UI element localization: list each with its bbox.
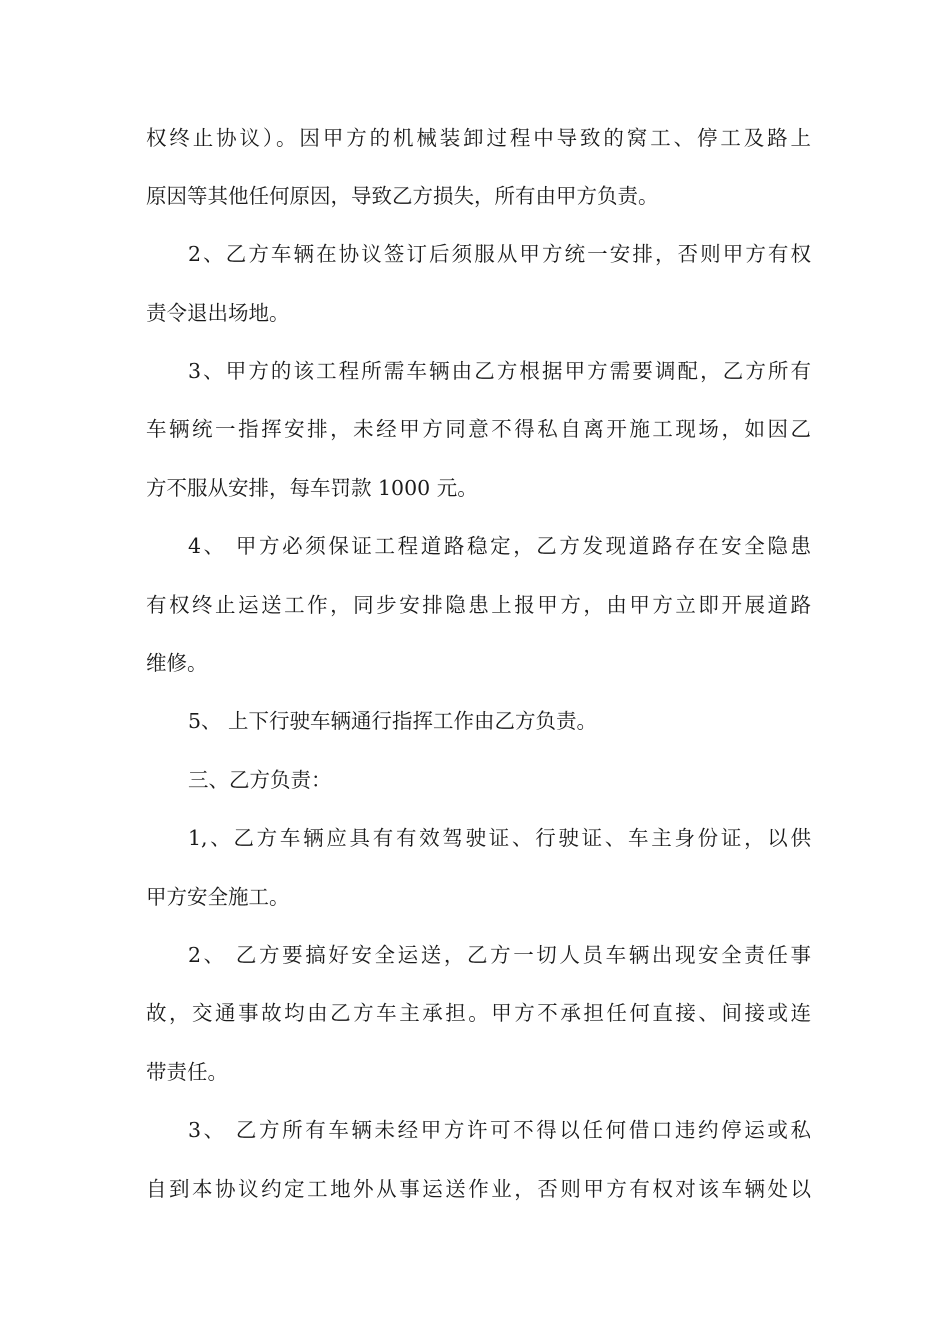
paragraph-line: 2、 乙方要搞好安全运送，乙方一切人员车辆出现安全责任事	[188, 943, 811, 967]
paragraph-line: 5、 上下行驶车辆通行指挥工作由乙方负责。	[188, 709, 598, 733]
body-text-line: 故，交通事故均由乙方车主承担。甲方不承担任何直接、间接或连	[146, 1001, 811, 1025]
paragraph-line: 4、 甲方必须保证工程道路稳定，乙方发现道路存在安全隐患	[188, 534, 811, 558]
paragraph-line: 3、甲方的该工程所需车辆由乙方根据甲方需要调配，乙方所有	[188, 359, 811, 383]
section-heading: 三、乙方负责：	[188, 768, 332, 792]
body-text-line: 方不服从安排，每车罚款 1000 元。	[146, 476, 478, 500]
body-text-line: 责令退出场地。	[146, 301, 290, 325]
paragraph-line: 2、乙方车辆在协议签订后须服从甲方统一安排，否则甲方有权	[188, 242, 811, 266]
body-text-line: 车辆统一指挥安排，未经甲方同意不得私自离开施工现场，如因乙	[146, 417, 811, 441]
body-text-line: 有权终止运送工作，同步安排隐患上报甲方，由甲方立即开展道路	[146, 593, 811, 617]
body-text-line: 带责任。	[146, 1060, 228, 1084]
body-text-line: 维修。	[146, 651, 208, 675]
body-text-line: 原因等其他任何原因，导致乙方损失，所有由甲方负责。	[146, 184, 659, 208]
body-text-line: 权终止协议）。因甲方的机械装卸过程中导致的窝工、停工及路上	[146, 126, 811, 150]
body-text-line: 甲方安全施工。	[146, 885, 290, 909]
body-text-line: 自到本协议约定工地外从事运送作业，否则甲方有权对该车辆处以	[146, 1177, 811, 1201]
paragraph-line: 3、 乙方所有车辆未经甲方许可不得以任何借口违约停运或私	[188, 1118, 811, 1142]
paragraph-line: 1,、乙方车辆应具有有效驾驶证、行驶证、车主身份证，以供	[188, 826, 811, 850]
